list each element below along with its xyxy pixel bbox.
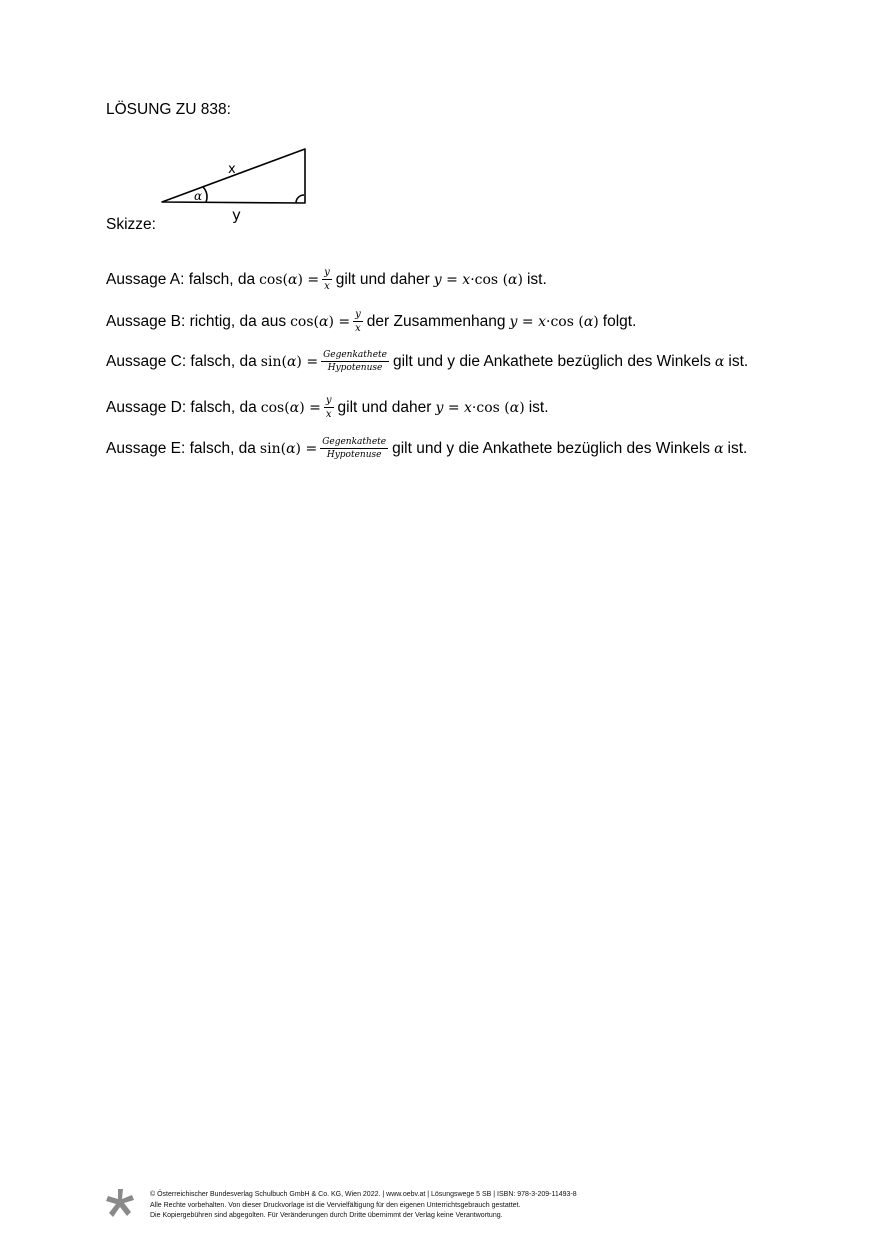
footer: [150, 1190, 577, 1222]
statement-b: Aussage B: richtig, da aus cos(α) = $\frac{y}{x}$ der Zusammenhang y = x·cos (α) folgt.: [106, 309, 637, 334]
footer-rights: Alle Rechte vorbehalten. Von dieser Druckvorlage ist die Vervielfältigung für den eigenen Unterrichtsgebrauch gestattet.: [150, 1201, 521, 1209]
footer-fees: Die Kopiergebühren sind abgegolten. Für Veränderungen durch Dritte übernimmt der Verlag keine Verantwortung.: [150, 1212, 503, 1219]
fraction: $\frac{\text{Gegenkathete}}{\text{Hypotenuse}}$: [323, 350, 387, 373]
right-angle-mark: [296, 195, 304, 203]
footer-copyright: © Österreichischer Bundesverlag Schulbuch GmbH & Co. KG, Wien 2022. | www.oebv.at | Lösungswege 5 SB | ISBN: 978-3-209-11493-8: [150, 1191, 577, 1198]
fraction: $\frac{y}{x}$: [325, 395, 332, 420]
fraction: $\frac{y}{x}$: [324, 267, 330, 292]
triangle-sketch: [150, 140, 320, 230]
statement-e: Aussage E: falsch, da sin(α) = $\frac{\text{Gegenkathete}}{\text{Hypotenuse}}$ gilt und y die Ankathete bezüglich des Winkels α ist.: [106, 437, 748, 460]
label-y: y: [232, 206, 241, 224]
fraction: $\frac{\text{Gegenkathete}}{\text{Hypotenuse}}$: [322, 437, 387, 460]
page-title: LÖSUNG ZU 838:: [106, 101, 231, 118]
statement-a: Aussage A: falsch, da cos(α) = $\frac{y}{x}$ gilt und daher y = x·cos (α) ist.: [106, 267, 547, 292]
angle-arc: [203, 187, 207, 202]
statement-c: Aussage C: falsch, da sin(α) = $\frac{\text{Gegenkathete}}{\text{Hypotenuse}}$ gilt und y die Ankathete bezüglich des Winkels α ist.: [106, 350, 749, 373]
skizze-label: Skizze:: [106, 216, 156, 233]
statement-d: Aussage D: falsch, da cos(α) = $\frac{y}{x}$ gilt und daher y = x·cos (α) ist.: [106, 395, 549, 420]
label-alpha: α: [194, 189, 203, 203]
publisher-logo-icon: [104, 1188, 136, 1220]
fraction: $\frac{y}{x}$: [355, 309, 361, 334]
label-x: x: [228, 162, 236, 177]
